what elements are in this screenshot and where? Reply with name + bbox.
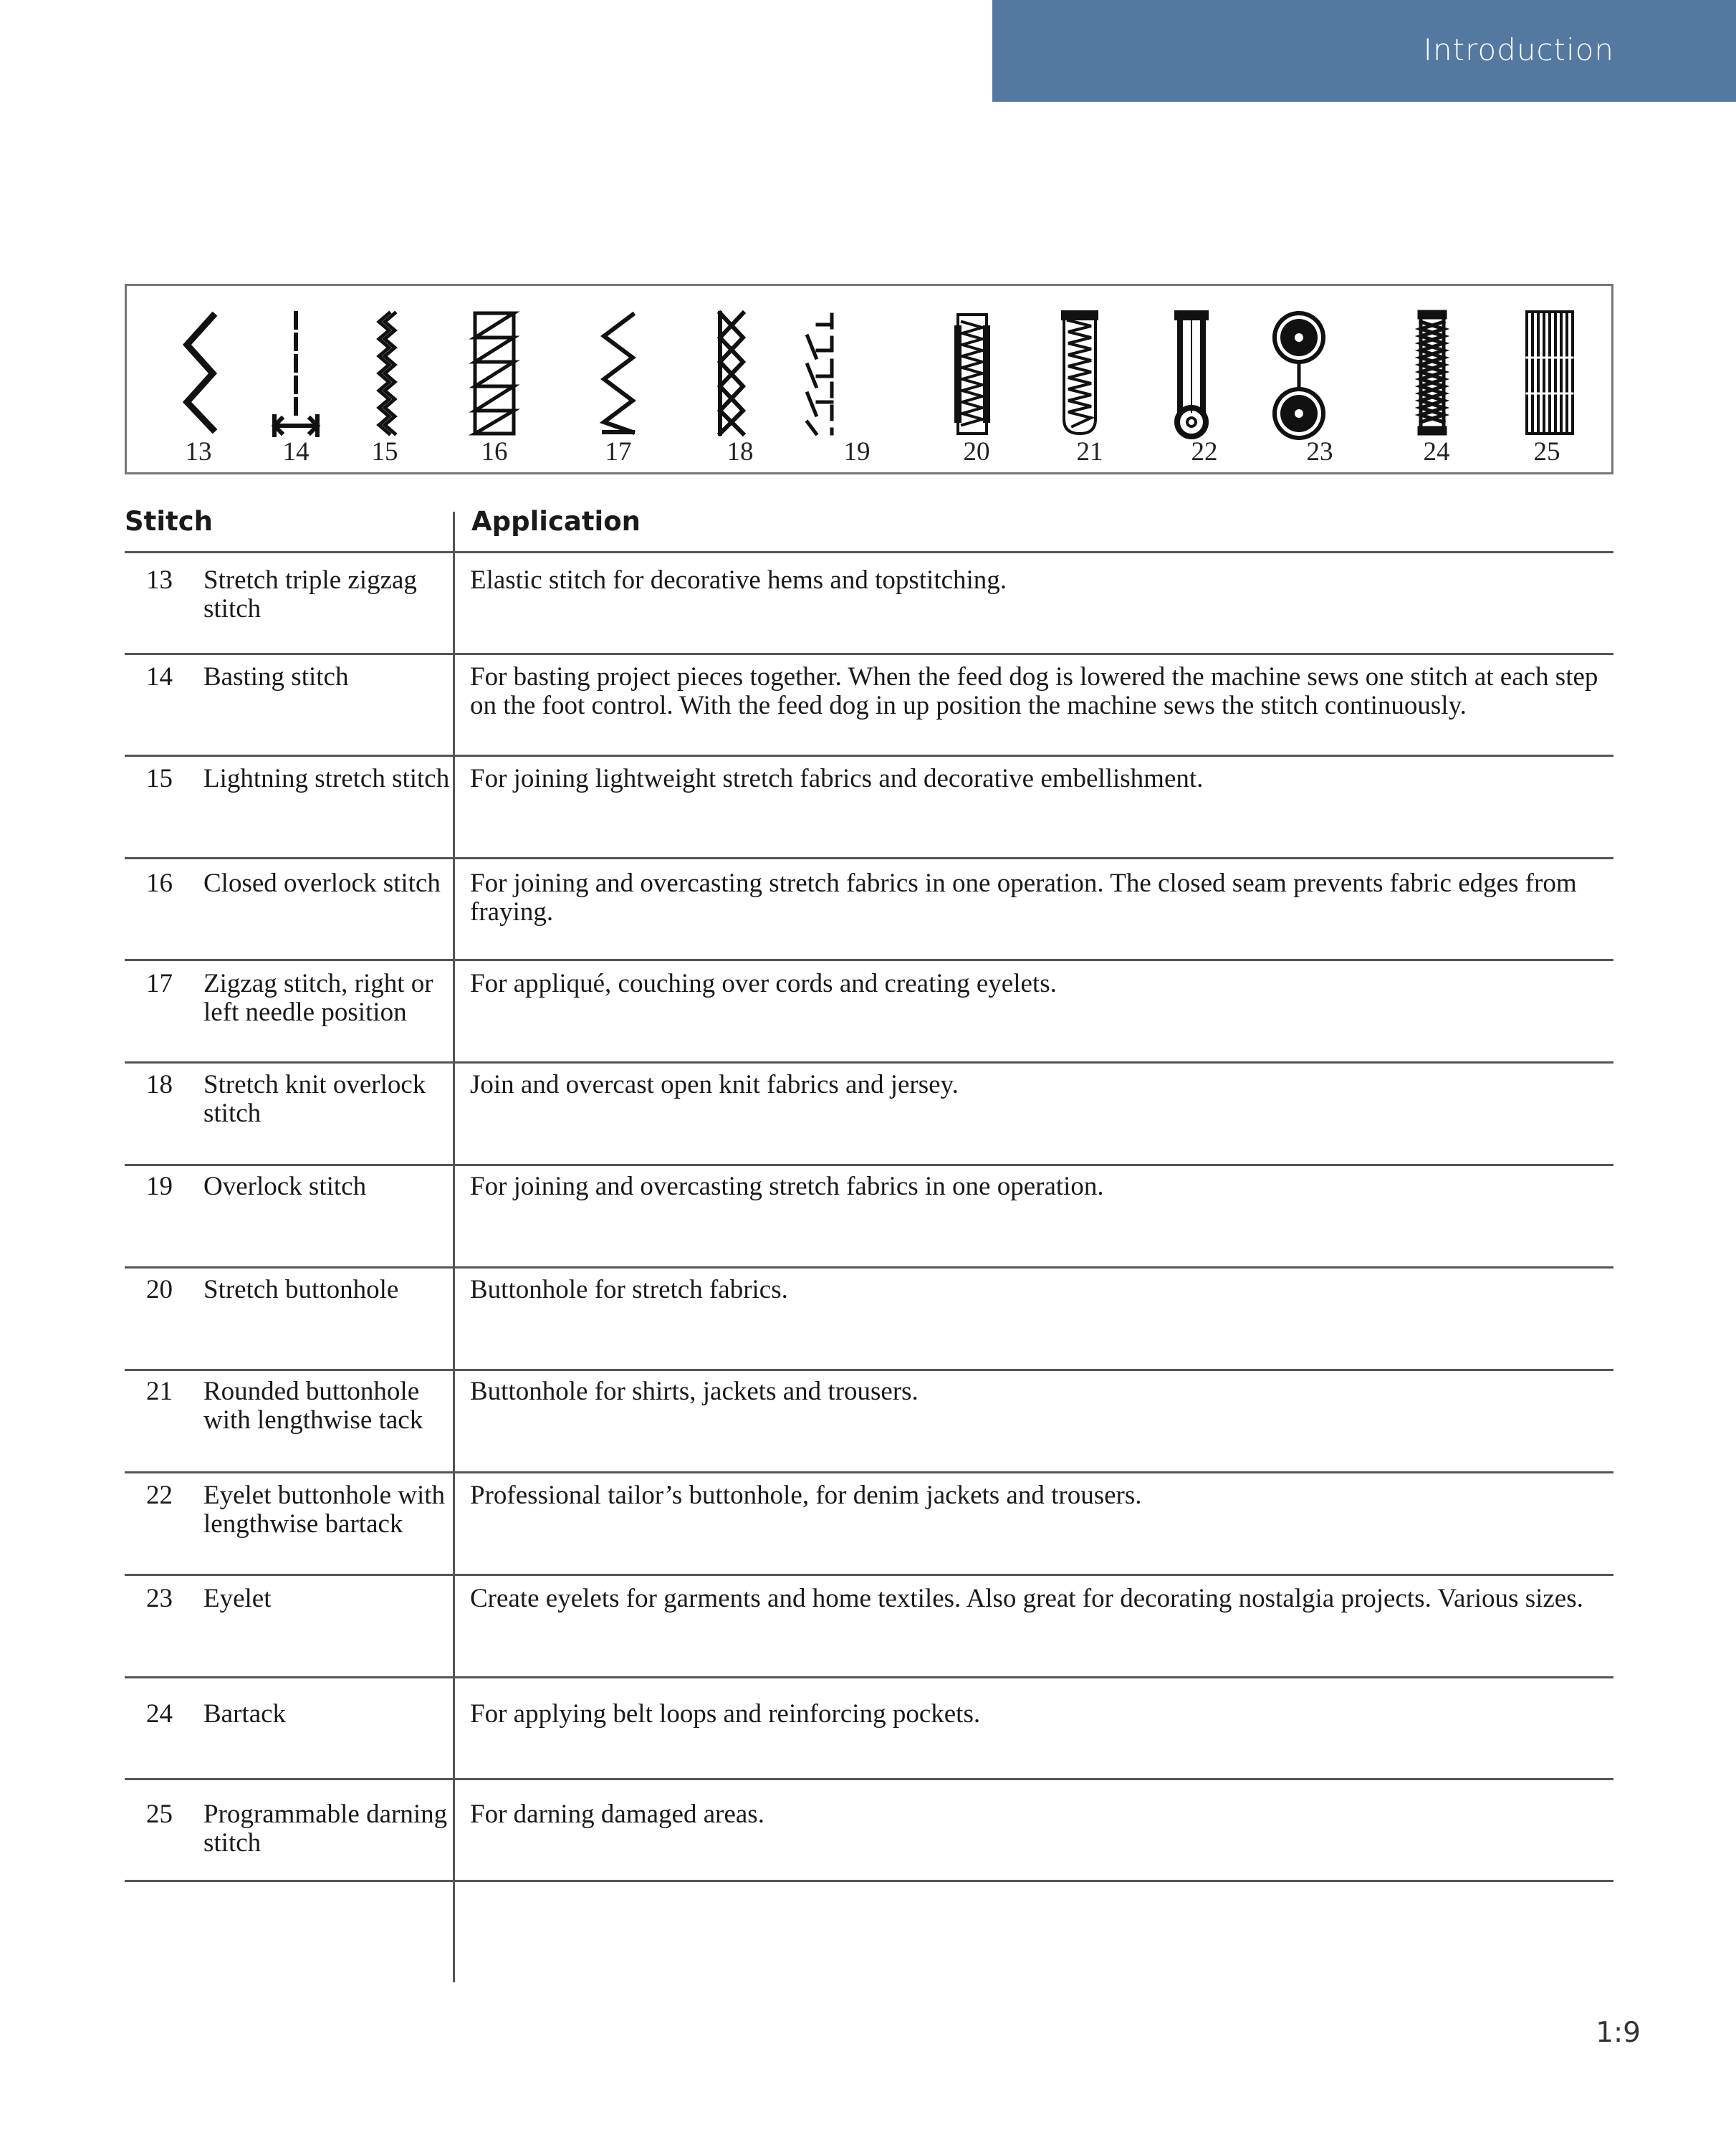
stitch-application: Join and overcast open knit fabrics and jersey. <box>470 1070 959 1099</box>
stitch-number-label: 19 <box>843 437 871 467</box>
stitch-number: 22 <box>146 1481 173 1510</box>
stitch-number: 15 <box>146 764 173 793</box>
stitch-application: For appliqué, couching over cords and creating eyelets. <box>470 969 1057 998</box>
stitch-name: Stretch triple zigzag stitch <box>203 565 417 624</box>
stitch-application: For joining and overcasting stretch fabrics in one operation. <box>470 1172 1104 1201</box>
stitch-number: 21 <box>146 1377 173 1406</box>
stitch-number: 18 <box>146 1070 173 1099</box>
stitch-number-label: 17 <box>605 437 632 467</box>
stitch-number: 19 <box>146 1172 173 1201</box>
stitch-number-label: 25 <box>1533 437 1560 467</box>
stitch-symbols-panel <box>125 284 1613 474</box>
stitch-16-symbol <box>475 313 514 434</box>
page-number: 1:9 <box>1596 2017 1641 2049</box>
column-header-stitch: Stitch <box>125 506 213 537</box>
stitch-number: 14 <box>146 662 173 692</box>
stitch-24-symbol <box>1419 312 1445 434</box>
stitch-number-label: 22 <box>1191 437 1218 467</box>
table-rule <box>125 959 1613 961</box>
stitch-25-symbol <box>1527 312 1573 434</box>
stitch-number: 13 <box>146 565 173 595</box>
table-rule <box>125 653 1613 655</box>
section-tab: Introduction <box>992 0 1736 102</box>
stitch-number: 25 <box>146 1800 173 1829</box>
stitch-name: Basting stitch <box>203 662 349 692</box>
stitch-number: 17 <box>146 969 173 998</box>
table-rule <box>125 1164 1613 1166</box>
table-rule <box>125 1778 1613 1780</box>
stitch-number: 24 <box>146 1699 173 1729</box>
column-header-application: Application <box>471 506 641 537</box>
stitch-number-label: 16 <box>481 437 508 467</box>
stitch-name: Stretch buttonhole <box>203 1275 399 1304</box>
stitch-name: Zigzag stitch, right or left needle position <box>203 969 433 1027</box>
stitch-name: Eyelet <box>203 1584 272 1613</box>
table-rule <box>125 1880 1613 1882</box>
table-rule <box>125 1266 1613 1268</box>
stitch-17-symbol <box>604 315 633 432</box>
stitch-22-symbol <box>1176 312 1207 436</box>
table-rule <box>125 1574 1613 1576</box>
stitch-name: Eyelet buttonhole with lengthwise bartack <box>203 1481 446 1539</box>
stitch-application: For joining lightweight stretch fabrics and decorative embellishment. <box>470 764 1204 793</box>
stitch-number: 20 <box>146 1275 173 1304</box>
stitch-number-label: 15 <box>371 437 398 467</box>
stitch-number-label: 18 <box>726 437 754 467</box>
table-rule <box>125 551 1613 553</box>
stitch-name: Overlock stitch <box>203 1172 367 1201</box>
stitch-21-symbol <box>1063 312 1097 434</box>
stitch-application: For applying belt loops and reinforcing pockets. <box>470 1699 981 1729</box>
stitch-name: Bartack <box>203 1699 287 1729</box>
stitch-number-label: 24 <box>1423 437 1450 467</box>
stitch-number: 16 <box>146 869 173 898</box>
table-rule <box>125 1061 1613 1064</box>
stitch-14-symbol <box>274 313 317 435</box>
stitch-application: Buttonhole for shirts, jackets and trousers. <box>470 1377 919 1406</box>
stitch-application: Elastic stitch for decorative hems and topstitching. <box>470 565 1007 595</box>
stitch-name: Lightning stretch stitch <box>203 764 450 793</box>
table-rule <box>125 857 1613 859</box>
stitch-name: Programmable darning stitch <box>203 1800 448 1858</box>
stitch-number-label: 14 <box>282 437 310 467</box>
stitch-application: Professional tailor’s buttonhole, for denim jackets and trousers. <box>470 1481 1142 1510</box>
stitch-15-symbol <box>379 313 395 434</box>
stitch-application: For darning damaged areas. <box>470 1800 764 1829</box>
table-rule <box>125 1471 1613 1473</box>
stitch-number: 23 <box>146 1584 173 1613</box>
stitch-number-label: 13 <box>185 437 212 467</box>
stitch-application: For joining and overcasting stretch fabrics in one operation. The closed seam prevents fabric edges from fraying. <box>470 869 1577 927</box>
stitch-number-label: 23 <box>1306 437 1333 467</box>
table-rule <box>125 755 1613 757</box>
table-rule <box>125 1676 1613 1678</box>
stitch-application: For basting project pieces together. When the feed dog is lowered the machine sews one stitch at each step on the foot control. With the feed dog in up position the machine sews the stitch continuously. <box>470 662 1598 720</box>
stitch-23-symbol <box>1275 313 1323 438</box>
column-divider <box>453 512 455 1982</box>
stitch-number-label: 20 <box>963 437 990 467</box>
stitch-name: Rounded buttonhole with lengthwise tack <box>203 1377 423 1435</box>
stitch-13-symbol <box>187 316 213 429</box>
stitch-19-symbol <box>807 315 832 434</box>
stitch-20-symbol <box>958 315 987 434</box>
stitch-name: Stretch knit overlock stitch <box>203 1070 426 1128</box>
stitch-application: Buttonhole for stretch fabrics. <box>470 1275 788 1304</box>
stitch-18-symbol <box>720 313 743 434</box>
stitch-application: Create eyelets for garments and home textiles. Also great for decorating nostalgia projects. Various sizes. <box>470 1584 1583 1613</box>
stitch-name: Closed overlock stitch <box>203 869 441 898</box>
stitch-number-label: 21 <box>1076 437 1103 467</box>
table-rule <box>125 1369 1613 1371</box>
